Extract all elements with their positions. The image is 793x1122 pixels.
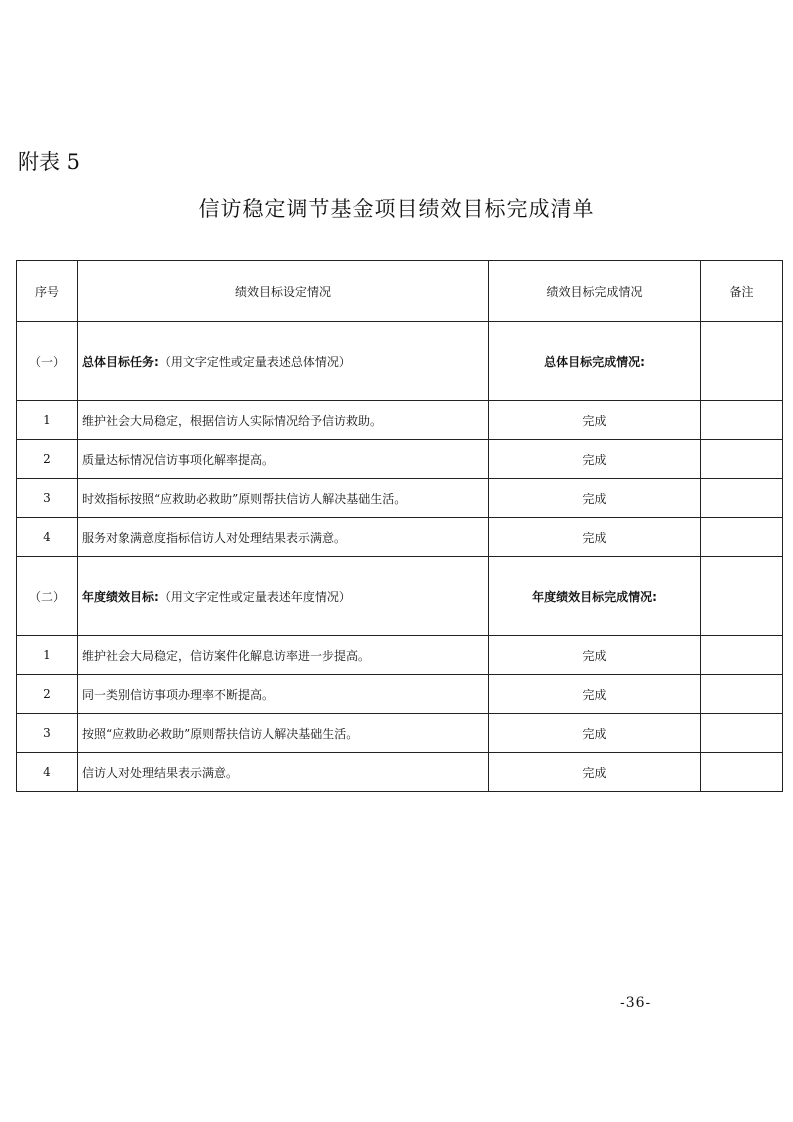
row-remark	[701, 753, 783, 792]
row-status: 完成	[489, 753, 701, 792]
row-remark	[701, 440, 783, 479]
attachment-label: 附表 5	[18, 150, 81, 174]
row-remark	[701, 714, 783, 753]
row-remark	[701, 675, 783, 714]
section-remark	[701, 322, 783, 401]
section-row	[17, 557, 783, 636]
row-status: 完成	[489, 440, 701, 479]
row-number: 3	[17, 479, 78, 518]
row-target: 同一类别信访事项办理率不断提高。	[78, 675, 489, 714]
row-remark	[701, 479, 783, 518]
row-number: 1	[17, 401, 78, 440]
section-row	[17, 322, 783, 401]
column-header-remark: 备注	[701, 261, 783, 322]
row-status: 完成	[489, 714, 701, 753]
row-target: 质量达标情况信访事项化解率提高。	[78, 440, 489, 479]
row-status: 完成	[489, 636, 701, 675]
section-heading-bold: 年度绩效目标:	[82, 589, 159, 604]
row-target: 维护社会大局稳定，信访案件化解息访率进一步提高。	[78, 636, 489, 675]
section-completion-heading: 年度绩效目标完成情况:	[489, 557, 701, 636]
table-row	[17, 518, 783, 557]
row-remark	[701, 518, 783, 557]
table-row	[17, 636, 783, 675]
section-index: （二）	[17, 557, 78, 636]
row-number: 2	[17, 675, 78, 714]
row-number: 3	[17, 714, 78, 753]
row-target: 按照“应救助必救助”原则帮扶信访人解决基础生活。	[78, 714, 489, 753]
column-header-completion: 绩效目标完成情况	[489, 261, 701, 322]
row-target: 服务对象满意度指标信访人对处理结果表示满意。	[78, 518, 489, 557]
document-title: 信访稳定调节基金项目绩效目标完成清单	[198, 197, 595, 221]
row-number: 4	[17, 753, 78, 792]
row-number: 2	[17, 440, 78, 479]
row-status: 完成	[489, 518, 701, 557]
section-completion-heading: 总体目标完成情况:	[489, 322, 701, 401]
section-index: （一）	[17, 322, 78, 401]
row-target: 维护社会大局稳定，根据信访人实际情况给予信访救助。	[78, 401, 489, 440]
table-row	[17, 440, 783, 479]
section-heading-bold: 总体目标任务:	[82, 354, 159, 369]
section-remark	[701, 557, 783, 636]
row-status: 完成	[489, 401, 701, 440]
section-heading	[78, 557, 489, 636]
table-row	[17, 675, 783, 714]
page-number: -36-	[620, 995, 652, 1011]
row-number: 1	[17, 636, 78, 675]
row-status: 完成	[489, 675, 701, 714]
performance-table	[16, 260, 783, 792]
column-header-target: 绩效目标设定情况	[78, 261, 489, 322]
row-target: 信访人对处理结果表示满意。	[78, 753, 489, 792]
row-number: 4	[17, 518, 78, 557]
column-header-index: 序号	[17, 261, 78, 322]
section-heading	[78, 322, 489, 401]
section-heading-note: （用文字定性或定量表述总体情况）	[158, 354, 351, 369]
table-row	[17, 401, 783, 440]
row-status: 完成	[489, 479, 701, 518]
row-remark	[701, 401, 783, 440]
table-row	[17, 479, 783, 518]
section-heading-note: （用文字定性或定量表述年度情况）	[158, 589, 351, 604]
row-target: 时效指标按照“应救助必救助”原则帮扶信访人解决基础生活。	[78, 479, 489, 518]
table-row	[17, 714, 783, 753]
row-remark	[701, 636, 783, 675]
table-row	[17, 753, 783, 792]
table-header-row	[17, 261, 783, 322]
